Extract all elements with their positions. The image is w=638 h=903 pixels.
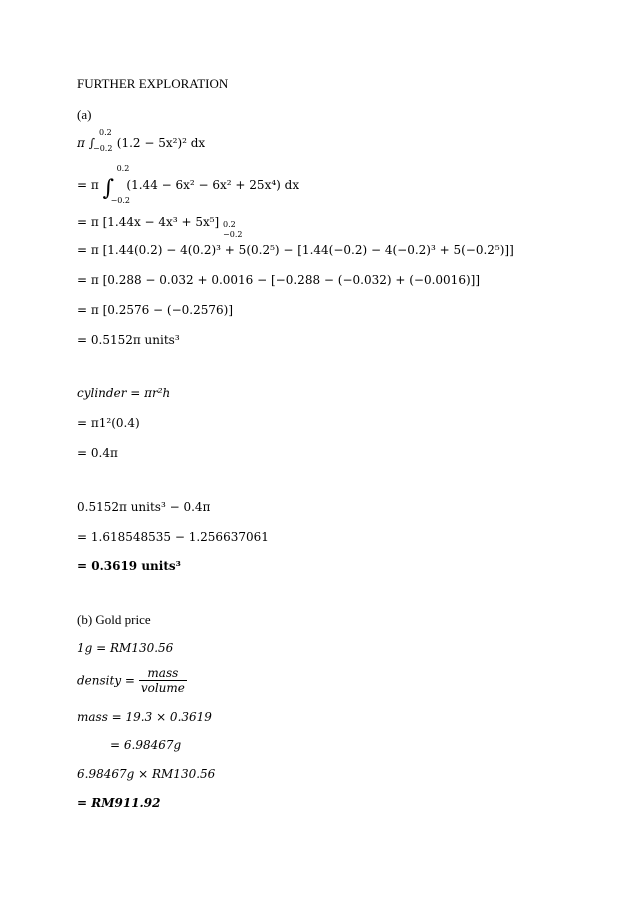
integral-line <box>77 128 206 153</box>
difference-expr: 0.5152π units³ − 0.4π <box>77 500 211 514</box>
step-3: = π [0.288 − 0.032 + 0.0016 − [−0.288 − (−0.032) + (−0.0016)]] <box>77 273 480 287</box>
upper-limit-2: 0.2 <box>116 164 130 173</box>
upper-limit: 0.2 <box>99 128 112 137</box>
cylinder-sub: = π1²(0.4) <box>77 416 140 430</box>
lower-limit-2: −0.2 <box>110 196 131 205</box>
integral-line-2 <box>77 164 300 205</box>
difference-result: = 0.3619 units³ <box>77 559 181 573</box>
integral-prefix: π ∫ <box>77 136 95 150</box>
density-lhs: density = <box>77 673 135 688</box>
step-1 <box>77 215 243 239</box>
integral-sign-2 <box>102 164 131 205</box>
step-5: = 0.5152π units³ <box>77 333 180 347</box>
big-integral-icon: ∫ <box>102 176 115 201</box>
fraction-denominator: volume <box>140 681 185 695</box>
density-formula <box>77 666 187 695</box>
mass-result: = 6.98467g <box>110 738 182 752</box>
cylinder-formula: cylinder = πr²h <box>77 386 171 400</box>
integrand: (1.2 − 5x²)² dx <box>116 136 206 150</box>
gold-price: 1g = RM130.56 <box>77 641 174 655</box>
integral-sign <box>77 128 113 153</box>
step-1-text: = π [1.44x − 4x³ + 5x⁵] <box>77 215 220 229</box>
step-1-lower: −0.2 <box>223 230 243 239</box>
integral2-prefix: = π <box>77 178 99 192</box>
total-result: = RM911.92 <box>77 796 161 810</box>
part-a-label: (a) <box>77 107 92 122</box>
lower-limit: −0.2 <box>93 144 113 153</box>
density-fraction <box>139 666 187 695</box>
part-b-label: (b) Gold price <box>77 612 151 627</box>
step-4: = π [0.2576 − (−0.2576)] <box>77 303 234 317</box>
fraction-numerator: mass <box>139 666 187 681</box>
integrand-2: (1.44 − 6x² − 6x² + 25x⁴) dx <box>126 178 300 192</box>
step-1-upper: 0.2 <box>223 220 236 229</box>
difference-values: = 1.618548535 − 1.256637061 <box>77 530 269 544</box>
step-2: = π [1.44(0.2) − 4(0.2)³ + 5(0.2⁵) − [1.44(−0.2) − 4(−0.2)³ + 5(−0.2⁵)]] <box>77 243 514 257</box>
cylinder-result: = 0.4π <box>77 446 118 460</box>
heading: FURTHER EXPLORATION <box>77 76 229 91</box>
total-expr: 6.98467g × RM130.56 <box>77 767 216 781</box>
mass-formula: mass = 19.3 × 0.3619 <box>77 710 212 724</box>
